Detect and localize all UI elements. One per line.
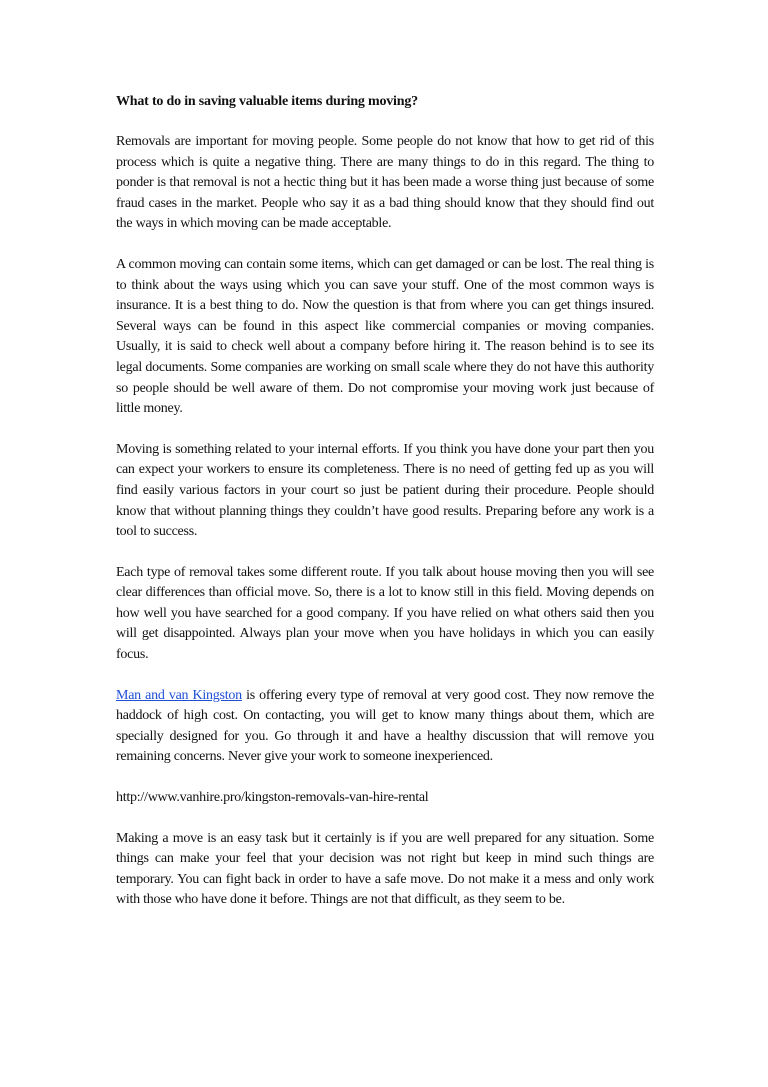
paragraph-1: Removals are important for moving people. Some people do not know that how to get rid of this process which is quite a negative thing. There are many things to do in this regard. The thing to ponder is that removal is not a hectic thing but it has been made a worse thing just because of some fraud cases in the market. People who say it as a bad thing should know that they should find out the ways in which moving can be made acceptable.: [116, 134, 654, 232]
man-and-van-kingston-link[interactable]: Man and van Kingston: [116, 687, 242, 703]
url-text: http://www.vanhire.pro/kingston-removals-van-hire-rental: [116, 790, 429, 806]
document-title: What to do in saving valuable items during moving?: [116, 94, 418, 109]
paragraph-5-text: is offering every type of removal at very good cost. They now remove the haddock of high cost. On contacting, you will get to know many things about them, which are specially designed for you. Go through it and have a healthy discussion that will remove you remaining concerns. Never give your work to someone inexperienced.: [116, 687, 654, 765]
paragraph-6: Making a move is an easy task but it certainly is if you are well prepared for any situation. Some things can make your feel that your decision was not right but keep in mind such things are temporary. You can fight back in order to have a safe move. Do not make it a mess and only work with those who have done it before. Things are not that difficult, as they seem to be.: [116, 830, 654, 908]
paragraph-3: Moving is something related to your internal efforts. If you think you have done your part then you can expect your workers to ensure its completeness. There is no need of getting fed up as you will find easily various factors in your court so just be patient during their procedure. People should know that without planning things they couldn’t have good results. Preparing before any work is a tool to success.: [116, 441, 654, 540]
paragraph-4: Each type of removal takes some different route. If you talk about house moving then you will see clear differences than official move. So, there is a lot to know still in this field. Moving depends on how well you have searched for a good company. If you have relied on what others said then you will get disappointed. Always plan your move when you have holidays in which you can easily focus.: [116, 564, 654, 663]
paragraph-5: [116, 686, 654, 768]
paragraph-2: A common moving can contain some items, which can get damaged or can be lost. The real thing is to think about the ways using which you can save your stuff. One of the most common ways is insurance. It is a best thing to do. Now the question is that from where you can get things insured. Several ways can be found in this aspect like commercial companies or moving companies. Usually, it is said to check well about a company before hiring it. The reason behind is to see its legal documents. Some companies are working on small scale where they do not have this authority so people should be well aware of them. Do not compromise your moving work just because of little money.: [116, 256, 654, 417]
document-page: [116, 92, 654, 931]
